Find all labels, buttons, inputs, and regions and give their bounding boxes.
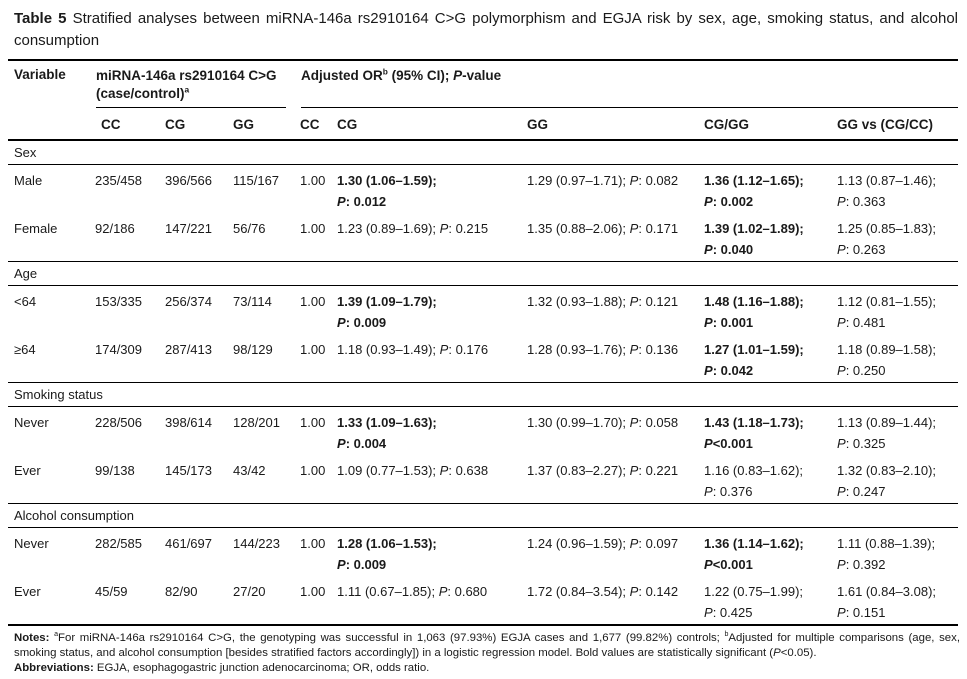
p-symbol: P (704, 435, 713, 451)
p-value: <0.001 (712, 435, 753, 451)
genotype-count-cell: 145/173 (165, 462, 212, 478)
p-value: : 0.250 (845, 362, 886, 378)
p-symbol: P (704, 314, 713, 330)
or-reference-cell: 1.00 (300, 220, 326, 236)
genotype-count-cell: 287/413 (165, 341, 212, 357)
or-value-cell (527, 455, 704, 504)
genotype-count-cell: 92/186 (95, 220, 135, 236)
or-value-cell (527, 527, 704, 576)
or-value-cell (704, 213, 837, 262)
table-header (8, 60, 958, 140)
p-value: : 0.136 (638, 341, 679, 357)
section-label: Sex (8, 140, 958, 165)
note-end-text: <0.05). (780, 646, 817, 659)
p-value: : 0.425 (712, 604, 753, 620)
or-value-cell (337, 213, 527, 262)
p-value: : 0.680 (447, 583, 488, 599)
p-symbol: P (629, 341, 639, 357)
table-title-text: Stratified analyses between miRNA-146a rs2910164 C>G polymorphism and EGJA risk by sex, age, smoking status, and alcohol consumption (14, 10, 959, 49)
group-header-row (8, 60, 958, 109)
p-value: : 0.392 (845, 556, 886, 572)
p-value: : 0.002 (712, 193, 754, 209)
or-estimate: 1.72 (0.84–3.54); (527, 583, 627, 599)
or-estimate: 1.61 (0.84–3.08); (837, 583, 937, 599)
or-estimate: 1.32 (0.93–1.88); (527, 293, 627, 309)
subcol-or-gg: GG (527, 109, 704, 140)
variable-cell: Never (14, 414, 49, 430)
genotype-count-cell: 174/309 (95, 341, 142, 357)
or-estimate: 1.30 (1.06–1.59); (337, 172, 437, 188)
abbreviations-label: Abbreviations: (14, 661, 94, 674)
or-value-cell (704, 334, 837, 383)
section-row (8, 503, 958, 527)
stratified-analyses-table (8, 59, 958, 626)
note-a-mark: a (54, 630, 59, 638)
genotype-group-footnote-mark: a (184, 84, 190, 95)
p-symbol: P (439, 341, 449, 357)
p-value: : 0.009 (345, 314, 387, 330)
or-value-cell (837, 406, 958, 455)
p-value: : 0.263 (845, 241, 886, 257)
or-reference-cell: 1.00 (300, 535, 326, 551)
table-body (8, 140, 958, 625)
or-value-cell (527, 334, 704, 383)
or-estimate: 1.43 (1.18–1.73); (704, 414, 804, 430)
genotype-count-cell: 82/90 (165, 583, 198, 599)
p-value: : 0.363 (845, 193, 886, 209)
p-value: : 0.221 (638, 462, 679, 478)
p-value: : 0.040 (712, 241, 754, 257)
or-estimate: 1.13 (0.89–1.44); (837, 414, 937, 430)
or-value-cell (837, 213, 958, 262)
genotype-count-cell: 144/223 (233, 535, 280, 551)
genotype-count-cell: 128/201 (233, 414, 280, 430)
genotype-count-cell: 147/221 (165, 220, 212, 236)
or-value-cell (527, 285, 704, 334)
p-symbol: P (704, 604, 713, 620)
or-estimate: 1.24 (0.96–1.59); (527, 535, 627, 551)
section-row (8, 382, 958, 406)
genotype-count-cell: 153/335 (95, 293, 142, 309)
or-estimate: 1.18 (0.93–1.49); (337, 341, 437, 357)
data-row (8, 406, 958, 455)
data-row (8, 285, 958, 334)
data-row (8, 213, 958, 262)
or-estimate: 1.12 (0.81–1.55); (837, 293, 937, 309)
section-row (8, 261, 958, 285)
p-symbol: P (439, 462, 449, 478)
p-symbol: P (837, 556, 846, 572)
p-value: : 0.151 (845, 604, 886, 620)
data-row (8, 527, 958, 576)
genotype-count-cell: 235/458 (95, 172, 142, 188)
group-header-adjusted-or (300, 60, 958, 109)
or-value-cell (704, 455, 837, 504)
or-estimate: 1.22 (0.75–1.99); (704, 583, 804, 599)
or-value-cell (337, 406, 527, 455)
table-title (14, 8, 958, 52)
p-value: : 0.097 (638, 535, 679, 551)
abbreviations-text: EGJA, esophagogastric junction adenocarcinoma; OR, odds ratio. (96, 661, 430, 674)
p-symbol: P (629, 414, 639, 430)
p-symbol: P (337, 435, 346, 451)
p-symbol: P (439, 220, 449, 236)
or-estimate: 1.09 (0.77–1.53); (337, 462, 437, 478)
or-estimate: 1.48 (1.16–1.88); (704, 293, 804, 309)
or-estimate: 1.13 (0.87–1.46); (837, 172, 937, 188)
p-symbol: P (837, 435, 846, 451)
or-value-cell (837, 334, 958, 383)
or-estimate: 1.39 (1.09–1.79); (337, 293, 437, 309)
or-estimate: 1.25 (0.85–1.83); (837, 220, 937, 236)
table-abbreviations (14, 661, 960, 676)
data-row (8, 164, 958, 213)
group-header-genotype (95, 60, 300, 109)
or-value-cell (704, 406, 837, 455)
section-label: Smoking status (8, 382, 958, 406)
or-estimate: 1.32 (0.83–2.10); (837, 462, 937, 478)
p-symbol: P (438, 583, 448, 599)
p-value: : 0.012 (345, 193, 387, 209)
p-value: : 0.001 (712, 314, 754, 330)
or-estimate: 1.30 (0.99–1.70); (527, 414, 627, 430)
or-estimate: 1.11 (0.67–1.85); (337, 583, 436, 599)
variable-cell: ≥64 (14, 341, 36, 357)
p-value: : 0.376 (712, 483, 753, 499)
p-symbol: P (704, 362, 713, 378)
variable-cell: Female (14, 220, 58, 236)
note-b-mark: b (724, 630, 729, 638)
note-p-symbol: P (773, 646, 781, 659)
p-symbol: P (629, 462, 639, 478)
genotype-count-cell: 398/614 (165, 414, 212, 430)
or-reference-cell: 1.00 (300, 172, 326, 188)
p-value: : 0.042 (712, 362, 754, 378)
adjusted-or-label: Adjusted OR (301, 67, 383, 83)
subcol-or-cggg: CG/GG (704, 109, 837, 140)
or-reference-cell: 1.00 (300, 462, 326, 478)
variable-cell: <64 (14, 293, 37, 309)
or-value-cell (527, 406, 704, 455)
genotype-count-cell: 45/59 (95, 583, 128, 599)
column-header-variable: Variable (8, 60, 95, 140)
p-symbol: P (837, 604, 846, 620)
p-symbol: P (337, 556, 346, 572)
genotype-group-label: miRNA-146a rs2910164 C>G (case/control) (96, 67, 277, 101)
p-symbol: P (837, 193, 846, 209)
p-symbol: P (629, 535, 639, 551)
notes-label: Notes: (14, 631, 50, 644)
genotype-count-cell: 228/506 (95, 414, 142, 430)
subcolumn-header-row (8, 109, 958, 140)
variable-cell: Male (14, 172, 43, 188)
p-symbol: P (704, 556, 713, 572)
or-estimate: 1.23 (0.89–1.69); (337, 220, 437, 236)
data-row (8, 455, 958, 504)
p-symbol: P (629, 293, 639, 309)
group-header-genotype-text (96, 67, 286, 108)
variable-cell: Never (14, 535, 49, 551)
table-notes (14, 631, 960, 661)
p-symbol: P (704, 193, 713, 209)
p-symbol: P (837, 362, 846, 378)
or-value-cell (837, 576, 958, 625)
or-estimate: 1.36 (1.12–1.65); (704, 172, 804, 188)
p-value: : 0.142 (638, 583, 679, 599)
genotype-count-cell: 73/114 (233, 293, 272, 309)
p-value: : 0.481 (845, 314, 886, 330)
or-value-cell (837, 455, 958, 504)
adjusted-or-p-symbol: P (453, 67, 463, 83)
p-symbol: P (704, 483, 713, 499)
p-symbol: P (837, 314, 846, 330)
p-value: : 0.176 (448, 341, 489, 357)
subcol-or-gg-vs: GG vs (CG/CC) (837, 109, 958, 140)
or-value-cell (837, 527, 958, 576)
or-value-cell (704, 285, 837, 334)
or-estimate: 1.16 (0.83–1.62); (704, 462, 804, 478)
p-symbol: P (337, 193, 346, 209)
subcol-or-cg: CG (337, 109, 527, 140)
genotype-count-cell: 99/138 (95, 462, 135, 478)
data-row (8, 334, 958, 383)
p-value: : 0.082 (638, 172, 679, 188)
subcol-gg-counts: GG (233, 109, 300, 140)
section-label: Alcohol consumption (8, 503, 958, 527)
genotype-count-cell: 256/374 (165, 293, 212, 309)
or-reference-cell: 1.00 (300, 414, 326, 430)
p-value: : 0.009 (345, 556, 387, 572)
adjusted-or-ci-label: (95% CI); (387, 67, 454, 83)
or-estimate: 1.28 (1.06–1.53); (337, 535, 437, 551)
p-symbol: P (837, 483, 846, 499)
subcol-cg-counts: CG (165, 109, 233, 140)
genotype-count-cell: 396/566 (165, 172, 212, 188)
or-reference-cell: 1.00 (300, 583, 326, 599)
p-symbol: P (629, 583, 639, 599)
section-label: Age (8, 261, 958, 285)
p-symbol: P (337, 314, 346, 330)
or-value-cell (837, 164, 958, 213)
subcol-cc-counts: CC (95, 109, 165, 140)
or-value-cell (337, 164, 527, 213)
section-row (8, 140, 958, 165)
or-estimate: 1.39 (1.02–1.89); (704, 220, 804, 236)
table-title-label: Table 5 (14, 10, 67, 27)
or-value-cell (527, 576, 704, 625)
genotype-count-cell: 115/167 (233, 172, 280, 188)
or-value-cell (337, 576, 527, 625)
p-symbol: P (629, 172, 639, 188)
or-reference-cell: 1.00 (300, 341, 326, 357)
genotype-count-cell: 98/129 (233, 341, 273, 357)
p-value: : 0.247 (845, 483, 886, 499)
p-symbol: P (704, 241, 713, 257)
or-value-cell (527, 164, 704, 213)
p-value: : 0.058 (638, 414, 679, 430)
or-value-cell (704, 527, 837, 576)
p-symbol: P (629, 220, 639, 236)
adjusted-or-footnote-mark: b (382, 66, 388, 76)
group-header-adjusted-or-text (301, 67, 958, 108)
or-estimate: 1.27 (1.01–1.59); (704, 341, 804, 357)
genotype-count-cell: 43/42 (233, 462, 266, 478)
or-estimate: 1.28 (0.93–1.76); (527, 341, 627, 357)
or-value-cell (337, 527, 527, 576)
genotype-count-cell: 461/697 (165, 535, 212, 551)
p-value: : 0.121 (638, 293, 679, 309)
or-estimate: 1.29 (0.97–1.71); (527, 172, 627, 188)
or-estimate: 1.36 (1.14–1.62); (704, 535, 804, 551)
or-estimate: 1.18 (0.89–1.58); (837, 341, 937, 357)
note-a-text: For miRNA-146a rs2910164 C>G, the genotyping was successful in 1,063 (97.93%) EGJA cases and 1,677 (99.82%) controls; (58, 631, 725, 644)
p-value: <0.001 (712, 556, 753, 572)
or-estimate: 1.35 (0.88–2.06); (527, 220, 627, 236)
adjusted-or-p-suffix: -value (462, 67, 502, 83)
p-value: : 0.215 (448, 220, 489, 236)
or-value-cell (337, 455, 527, 504)
or-estimate: 1.37 (0.83–2.27); (527, 462, 627, 478)
variable-cell: Ever (14, 462, 41, 478)
or-estimate: 1.11 (0.88–1.39); (837, 535, 936, 551)
p-value: : 0.171 (638, 220, 679, 236)
genotype-count-cell: 56/76 (233, 220, 266, 236)
or-value-cell (837, 285, 958, 334)
genotype-count-cell: 27/20 (233, 583, 266, 599)
p-value: : 0.638 (448, 462, 489, 478)
p-value: : 0.325 (845, 435, 886, 451)
or-value-cell (337, 285, 527, 334)
genotype-count-cell: 282/585 (95, 535, 142, 551)
subcol-or-cc: CC (300, 109, 337, 140)
or-value-cell (337, 334, 527, 383)
or-value-cell (527, 213, 704, 262)
p-value: : 0.004 (345, 435, 387, 451)
p-symbol: P (837, 241, 846, 257)
note-b-text: Adjusted for multiple comparisons (age, sex, smoking status, and alcohol consumption [besides stratified factors accordingly]) in a logistic regression model. Bold values are statistically significant ( (14, 631, 961, 659)
or-reference-cell: 1.00 (300, 293, 326, 309)
or-value-cell (704, 164, 837, 213)
or-estimate: 1.33 (1.09–1.63); (337, 414, 437, 430)
or-value-cell (704, 576, 837, 625)
data-row (8, 576, 958, 625)
variable-cell: Ever (14, 583, 41, 599)
